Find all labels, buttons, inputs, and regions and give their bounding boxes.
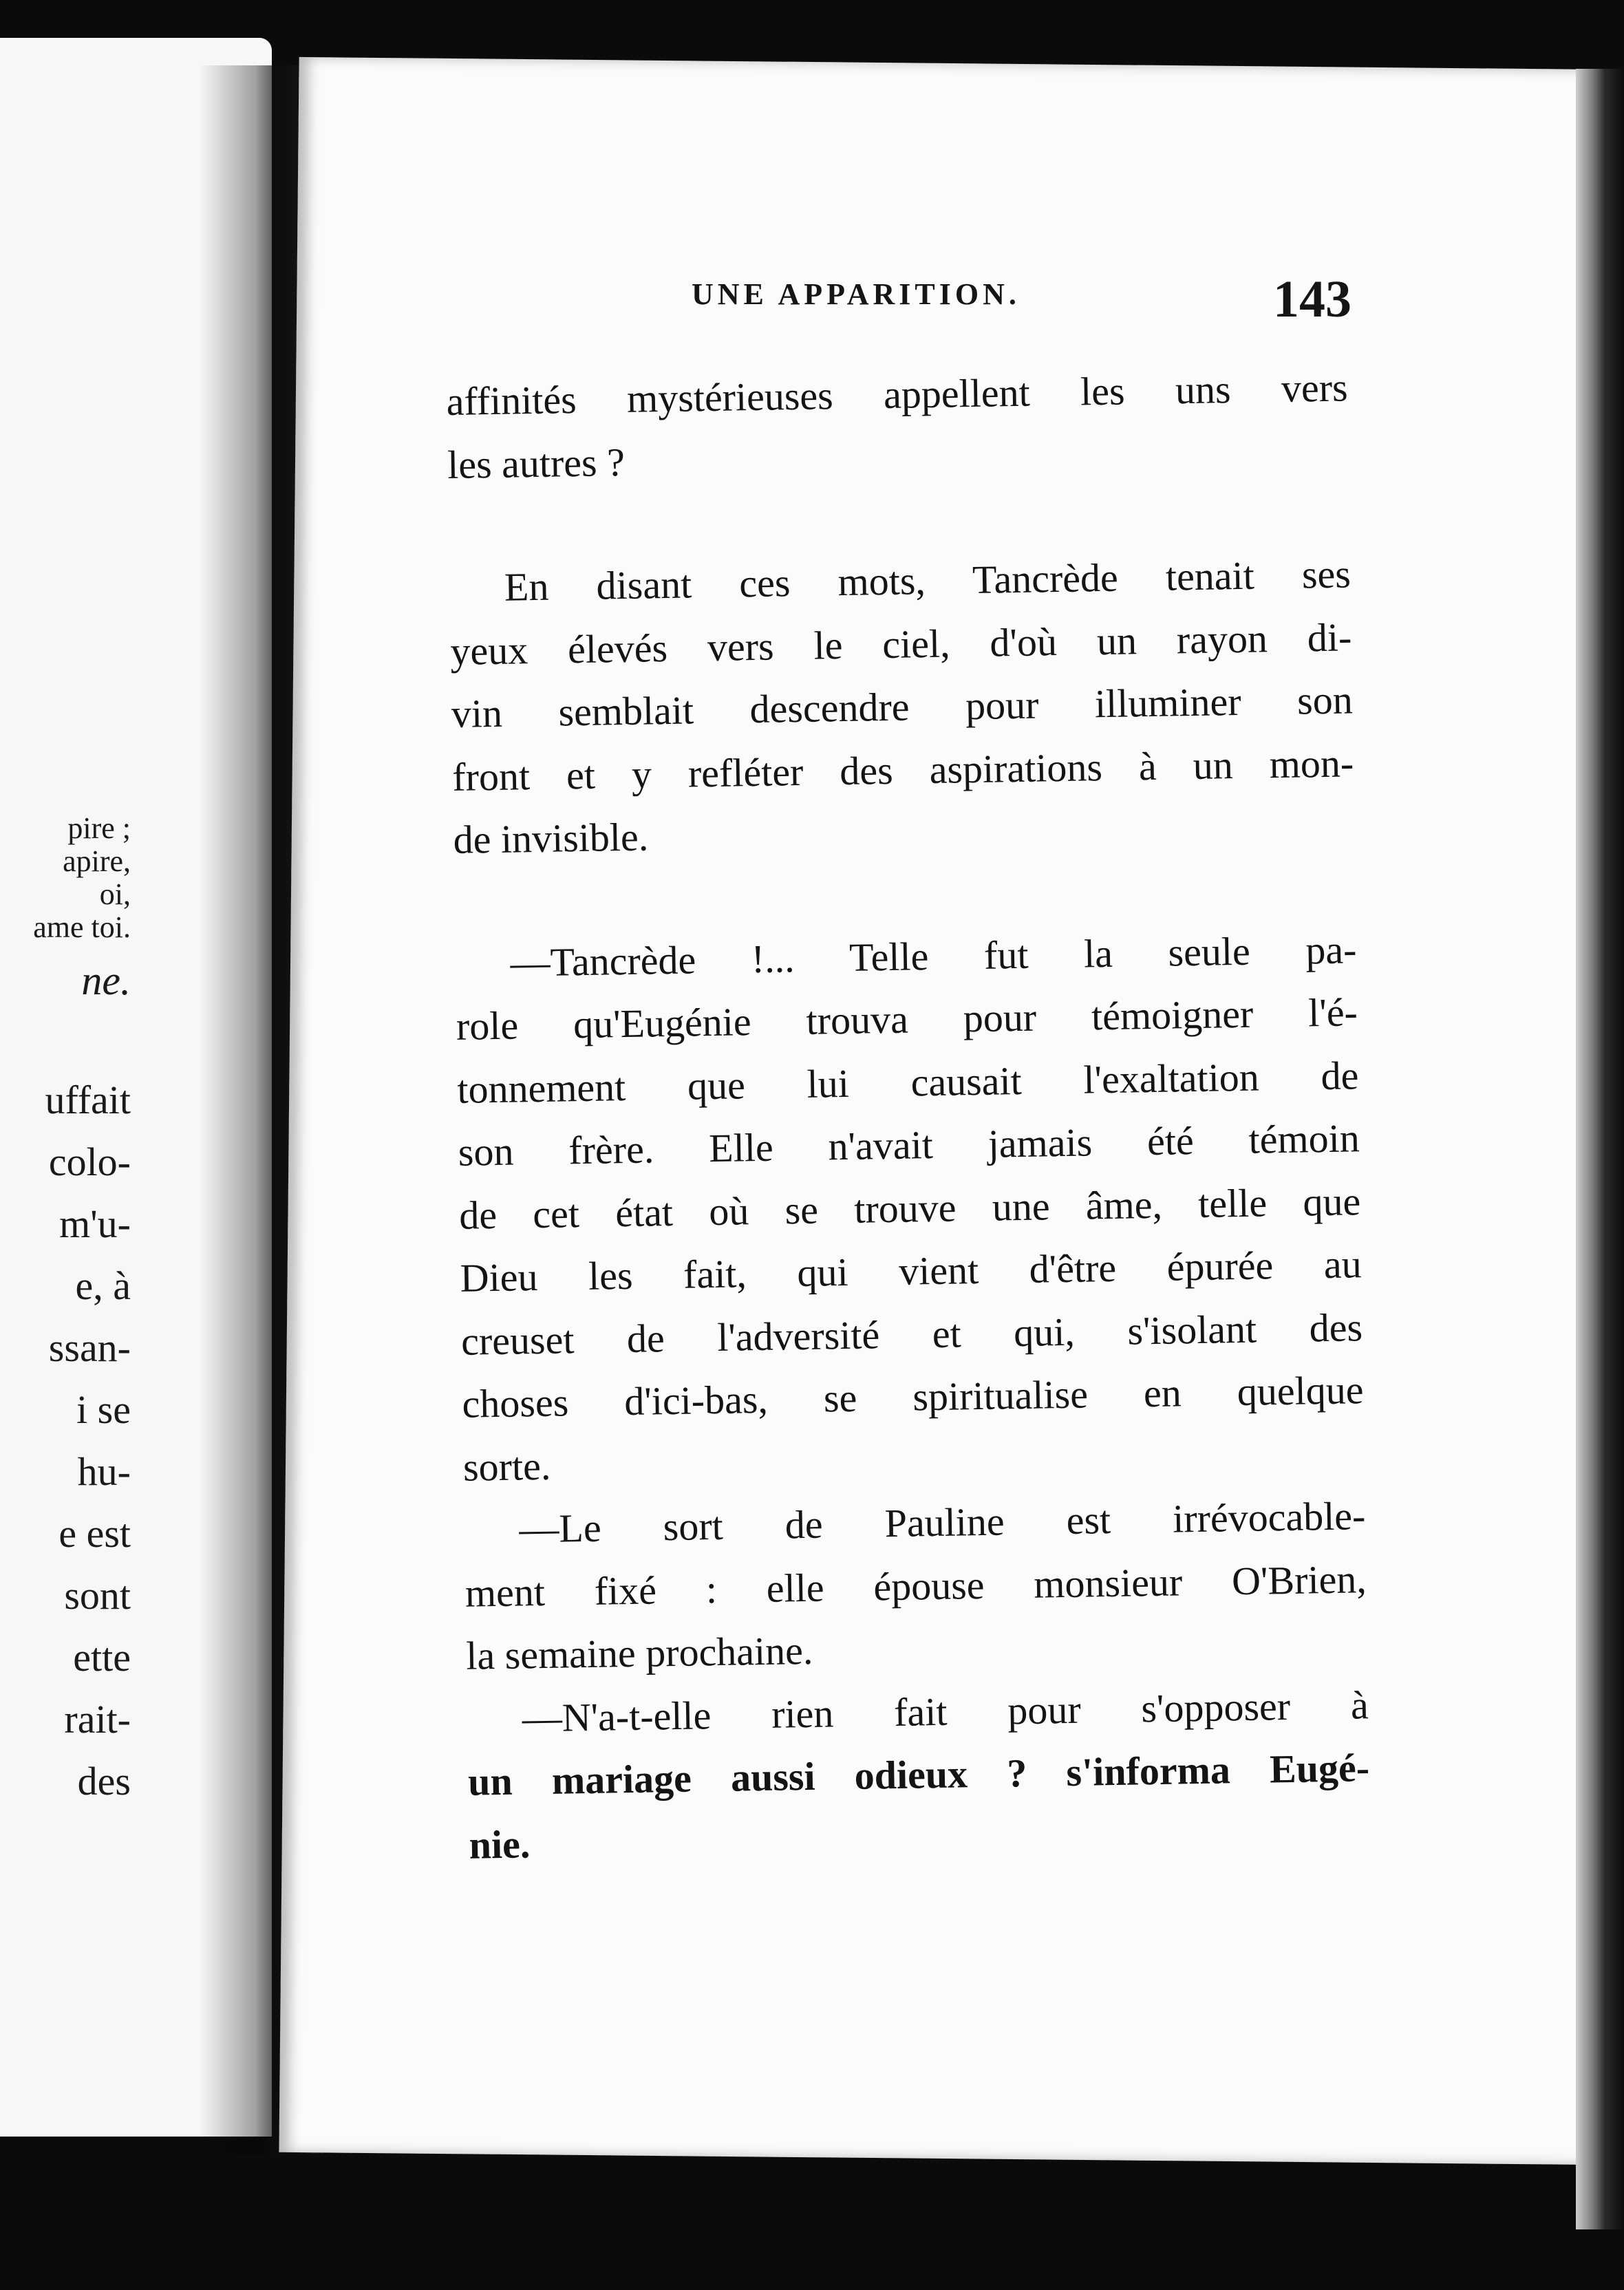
- text-line: la semaine prochaine.: [465, 1627, 813, 1678]
- left-page-fragment: ame toi.: [33, 910, 131, 944]
- left-page-fragment: ette: [73, 1635, 131, 1680]
- text-line: un mariage aussi odieux ? s'informa Eugé-: [467, 1745, 1370, 1804]
- text-line: les autres ?: [447, 439, 626, 487]
- text-line: creuset de l'adversité et qui, s'isolant des: [460, 1304, 1363, 1364]
- left-page-fragment: i se: [76, 1387, 131, 1432]
- text-line: vin semblait descendre pour illuminer son: [451, 677, 1354, 736]
- text-line: tonnement que lui causait l'exaltation de: [456, 1052, 1359, 1112]
- left-page-fragment: ssan-: [48, 1325, 131, 1370]
- left-page-fragment: pire ;: [67, 811, 131, 845]
- text-line: de invisible.: [453, 814, 649, 862]
- left-page-fragment: oi,: [99, 877, 131, 911]
- left-page-fragment: sont: [64, 1573, 131, 1618]
- left-page-fragment: apire,: [63, 844, 131, 878]
- text-line: —Tancrède !... Telle fut la seule pa-: [510, 926, 1357, 985]
- text-line: yeux élevés vers le ciel, d'où un rayon di-: [449, 614, 1352, 674]
- text-line: front et y refléter des aspirations à un mon-: [451, 740, 1354, 800]
- left-page-fragment: rait-: [64, 1697, 131, 1742]
- left-page-fragment: uffait: [45, 1078, 131, 1122]
- text-line: choses d'ici-bas, se spiritualise en quelque: [462, 1367, 1364, 1426]
- text-line: role qu'Eugénie trouva pour témoigner l'é-: [456, 989, 1358, 1049]
- left-page-fragment: m'u-: [59, 1201, 131, 1246]
- scan-border: [0, 2229, 1624, 2290]
- text-line: de cet état où se trouve une âme, telle que: [458, 1178, 1361, 1238]
- left-page-fragment: e, à: [75, 1263, 131, 1308]
- text-line: —Le sort de Pauline est irrévocable-: [518, 1493, 1366, 1552]
- running-head: UNE APPARITION.: [692, 277, 1021, 311]
- page-number: 143: [1273, 270, 1351, 328]
- text-line: Dieu les fait, qui vient d'être épurée au: [460, 1241, 1363, 1301]
- text-line: sorte.: [462, 1443, 551, 1490]
- text-line: son frère. Elle n'avait jamais été témoin: [458, 1115, 1360, 1175]
- page-body-text: [446, 356, 1371, 1876]
- left-page-fragment: hu-: [77, 1449, 131, 1494]
- page-edge: [1576, 69, 1624, 2236]
- text-line: En disant ces mots, Tancrède tenait ses: [504, 551, 1351, 610]
- left-page-fragment: des: [77, 1759, 131, 1804]
- text-line: affinités mystérieuses appellent les uns vers: [446, 365, 1349, 424]
- text-line: nie.: [469, 1821, 531, 1868]
- left-page-fragment: colo-: [48, 1139, 131, 1184]
- left-page-fragment: ne.: [81, 958, 131, 1003]
- text-line: —N'a-t-elle rien fait pour s'opposer à: [522, 1682, 1369, 1740]
- text-line: ment fixé : elle épouse monsieur O'Brien,: [464, 1556, 1367, 1616]
- left-page-fragment: e est: [58, 1511, 131, 1556]
